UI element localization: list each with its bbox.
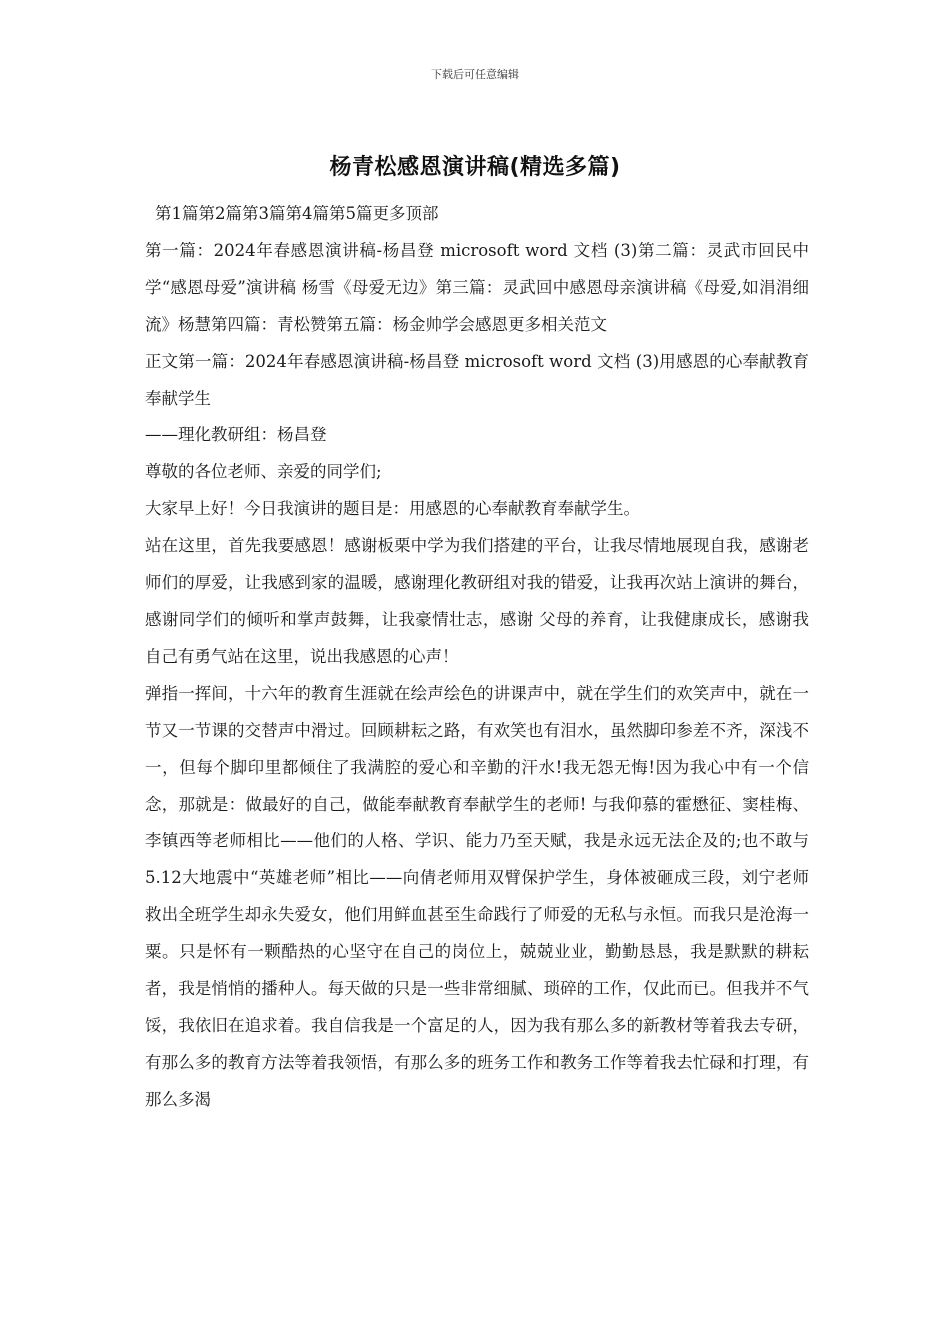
- document-body: [145, 196, 809, 1119]
- header-note: 下载后可任意编辑: [431, 68, 519, 81]
- page-title: 杨青松感恩演讲稿(精选多篇): [329, 155, 621, 180]
- body-paragraph: 弹指一挥间，十六年的教育生涯就在绘声绘色的讲课声中，就在学生们的欢笑声中，就在一节又一节课的交替声中滑过。回顾耕耘之路，有欢笑也有泪水，虽然脚印参差不齐，深浅不一，但每个脚印里都倾住了我满腔的爱心和辛勤的汗水!我无怨无悔!因为我心中有一个信念，那就是：做最好的自己，做能奉献教育奉献学生的老师! 与我仰慕的霍懋征、窦桂梅、李镇西等老师相比——他们的人格、学识、能力乃至天赋，我是永远无法企及的;也不敢与5.12大地震中“英雄老师”相比——向倩老师用双臂保护学生，身体被砸成三段，刘宁老师救出全班学生却永失爱女，他们用鲜血甚至生命践行了师爱的无私与永恒。而我只是沧海一粟。只是怀有一颗酷热的心坚守在自己的岗位上，兢兢业业，勤勤恳恳，我是默默的耕耘者，我是悄悄的播种人。每天做的只是一些非常细腻、琐碎的工作，仅此而已。但我并不气馁，我依旧在追求着。我自信我是一个富足的人，因为我有那么多的新教材等着我去专研，有那么多的教育方法等着我领悟，有那么多的班务工作和教务工作等着我去忙碌和打理，有那么多渴: [145, 683, 809, 1109]
- body-paragraph: 正文第一篇：2024年春感恩演讲稿-杨昌登 microsoft word 文档 (3)用感恩的心奉献教育奉献学生: [145, 351, 809, 408]
- author-line: ——理化教研组：杨昌登: [145, 425, 327, 445]
- greeting-paragraph: 大家早上好！今日我演讲的题目是：用感恩的心奉献教育奉献学生。: [145, 499, 640, 519]
- section-navigation: 第1篇第2篇第3篇第4篇第5篇更多顶部: [155, 204, 439, 223]
- salutation: 尊敬的各位老师、亲爱的同学们;: [145, 462, 382, 482]
- body-paragraph: 站在这里，首先我要感恩！感谢板栗中学为我们搭建的平台，让我尽情地展现自我，感谢老师们的厚爱，让我感到家的温暖，感谢理化教研组对我的错爱，让我再次站上演讲的舞台，感谢同学们的倾听和掌声鼓舞，让我豪情壮志，感谢 父母的养育，让我健康成长，感谢我自己有勇气站在这里，说出我感恩的心声！: [145, 536, 809, 666]
- article-summary: 第一篇：2024年春感恩演讲稿-杨昌登 microsoft word 文档 (3)第二篇：灵武市回民中学“感恩母爱”演讲稿 杨雪《母爱无边》第三篇：灵武回中感恩母亲演讲稿《母爱,如涓涓细流》杨慧第四篇：青松赞第五篇：杨金帅学会感恩更多相关范文: [145, 240, 809, 334]
